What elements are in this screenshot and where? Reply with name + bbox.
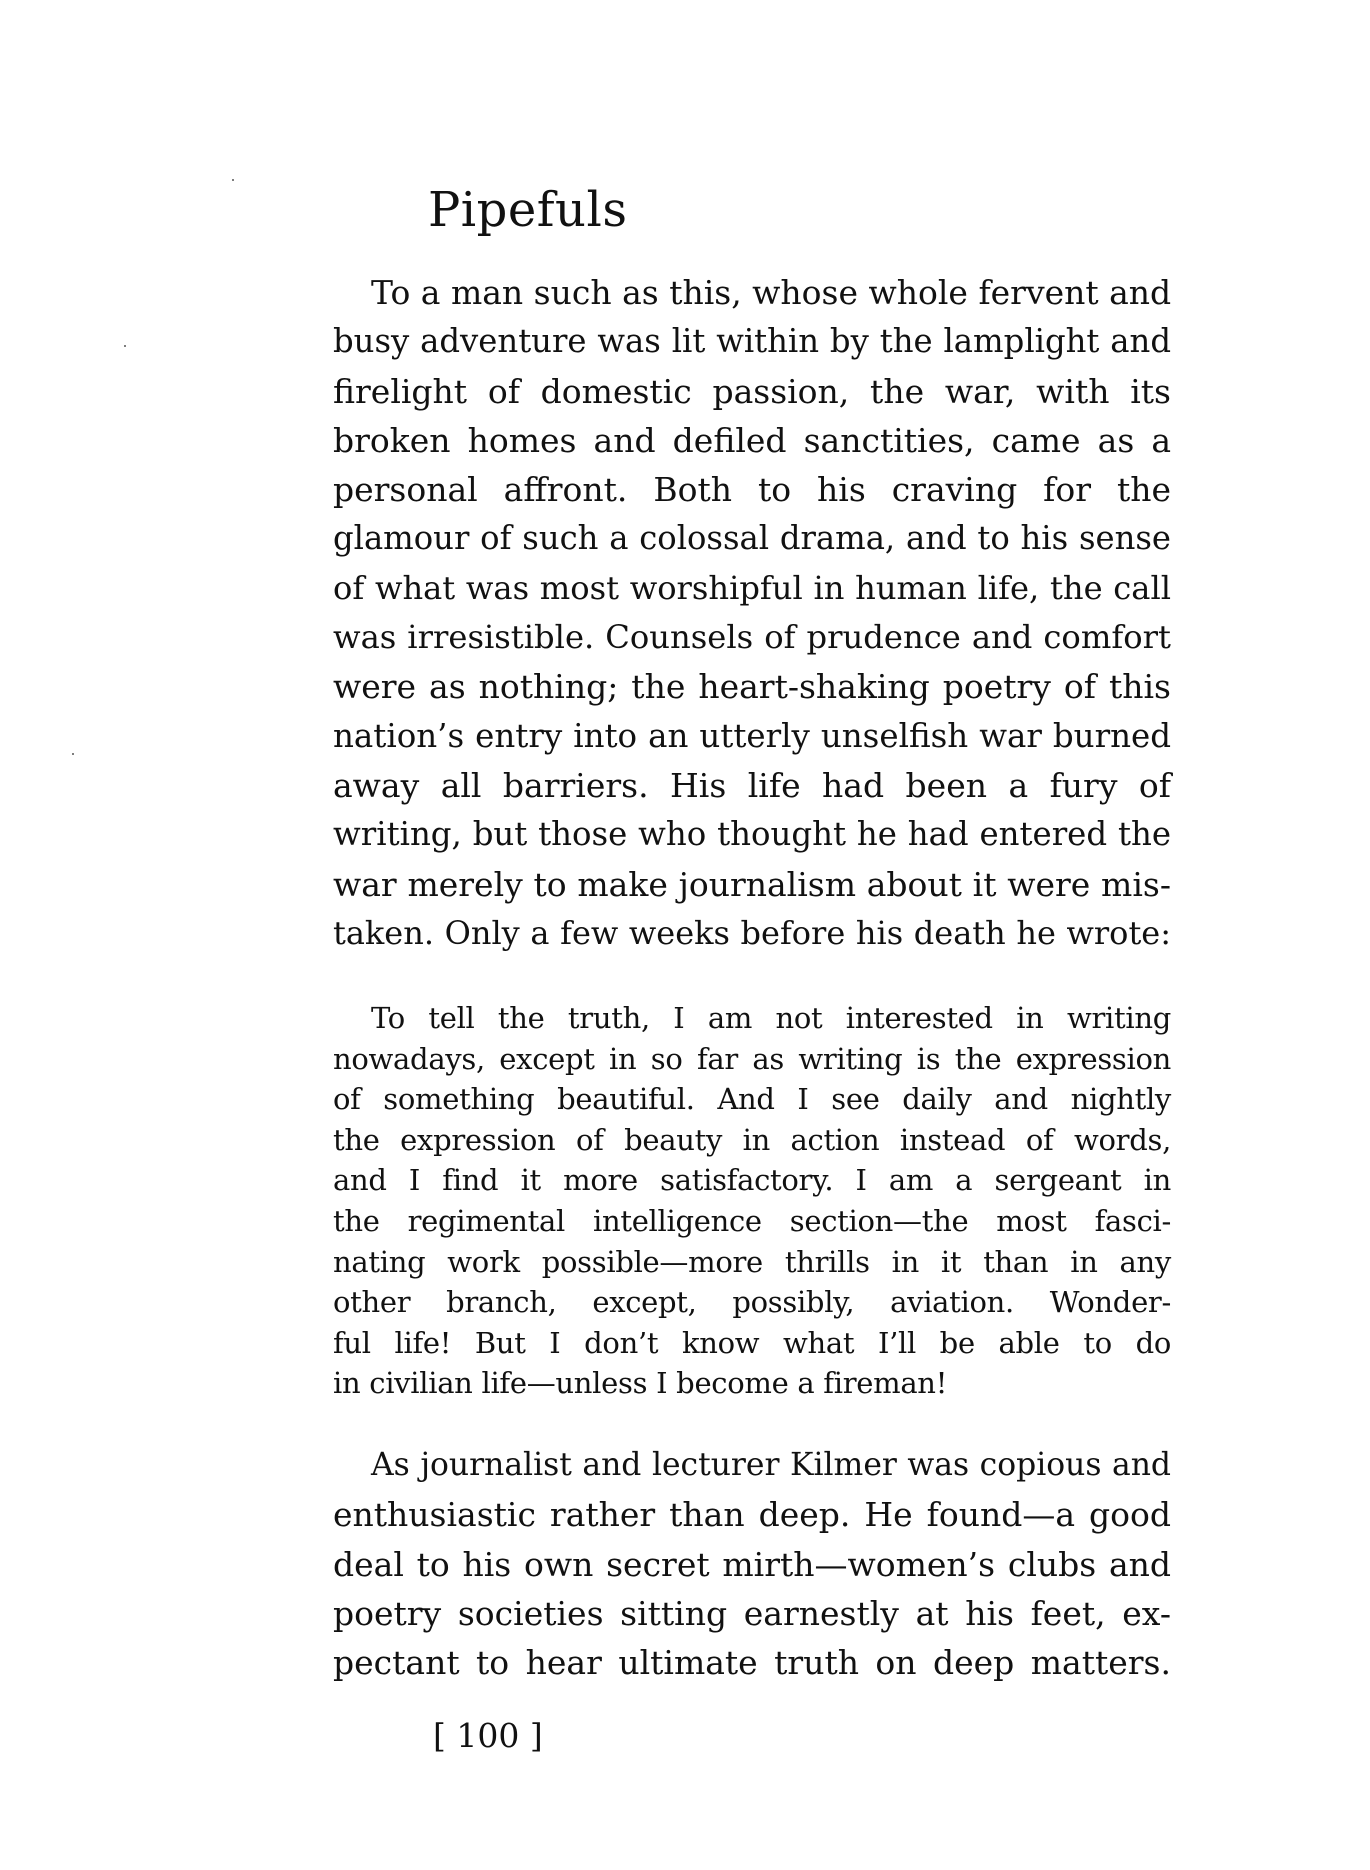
text-line: firelight of domestic passion, the war, with its xyxy=(333,371,1171,411)
text-line: of what was most worshipful in human life, the call xyxy=(333,568,1171,607)
paragraph-3 xyxy=(333,1441,1171,1687)
paragraph-1 xyxy=(333,268,1171,958)
quoted-letter xyxy=(333,998,1171,1404)
text-line: nation’s entry into an utterly unselfish war burned xyxy=(333,716,1171,755)
text-line: glamour of such a colossal drama, and to his sense xyxy=(333,519,1171,558)
running-head: Pipefuls xyxy=(428,182,628,238)
text-line: the regimental intelligence section—the most fasci- xyxy=(333,1203,1171,1238)
text-line: nowadays, except in so far as writing is the expression xyxy=(333,1041,1171,1076)
page-number: [ 100 ] xyxy=(433,1716,543,1755)
print-speck xyxy=(124,345,126,347)
text-line: busy adventure was lit within by the lamplight and xyxy=(333,322,1171,361)
text-line: personal affront. Both to his craving for the xyxy=(333,470,1171,510)
text-line: pectant to hear ultimate truth on deep matters. xyxy=(333,1643,1171,1683)
text-line: the expression of beauty in action instead of words, xyxy=(333,1122,1171,1157)
text-line: other branch, except, possibly, aviation. Wonder- xyxy=(333,1285,1171,1320)
text-line: was irresistible. Counsels of prudence and comfort xyxy=(333,618,1171,657)
text-line: To tell the truth, I am not interested in writing xyxy=(371,1001,1171,1035)
text-line: war merely to make journalism about it were mis- xyxy=(333,864,1171,904)
text-line: enthusiastic rather than deep. He found—a good xyxy=(333,1495,1171,1535)
text-line: nating work possible—more thrills in it than in any xyxy=(333,1244,1171,1279)
text-line: in civilian life—unless I become a fireman! xyxy=(333,1366,948,1401)
text-line: taken. Only a few weeks before his death he wrote: xyxy=(333,913,1171,952)
text-line: away all barriers. His life had been a fury of xyxy=(333,765,1171,805)
text-line: of something beautiful. And I see daily and nightly xyxy=(333,1082,1171,1117)
text-line: were as nothing; the heart-shaking poetry of this xyxy=(333,667,1171,707)
text-line: poetry societies sitting earnestly at his feet, ex- xyxy=(333,1593,1171,1633)
text-line: and I find it more satisfactory. I am a sergeant in xyxy=(333,1163,1171,1198)
text-line: deal to his own secret mirth—women’s clubs and xyxy=(333,1544,1171,1584)
print-speck xyxy=(72,753,74,755)
text-line: As journalist and lecturer Kilmer was copious and xyxy=(371,1447,1171,1483)
text-line: writing, but those who thought he had entered the xyxy=(333,815,1171,854)
text-line: ful life! But I don’t know what I’ll be able to do xyxy=(333,1325,1171,1360)
text-line: broken homes and defiled sanctities, came as a xyxy=(333,420,1171,460)
print-speck xyxy=(232,179,234,181)
text-line: To a man such as this, whose whole fervent and xyxy=(371,273,1172,312)
